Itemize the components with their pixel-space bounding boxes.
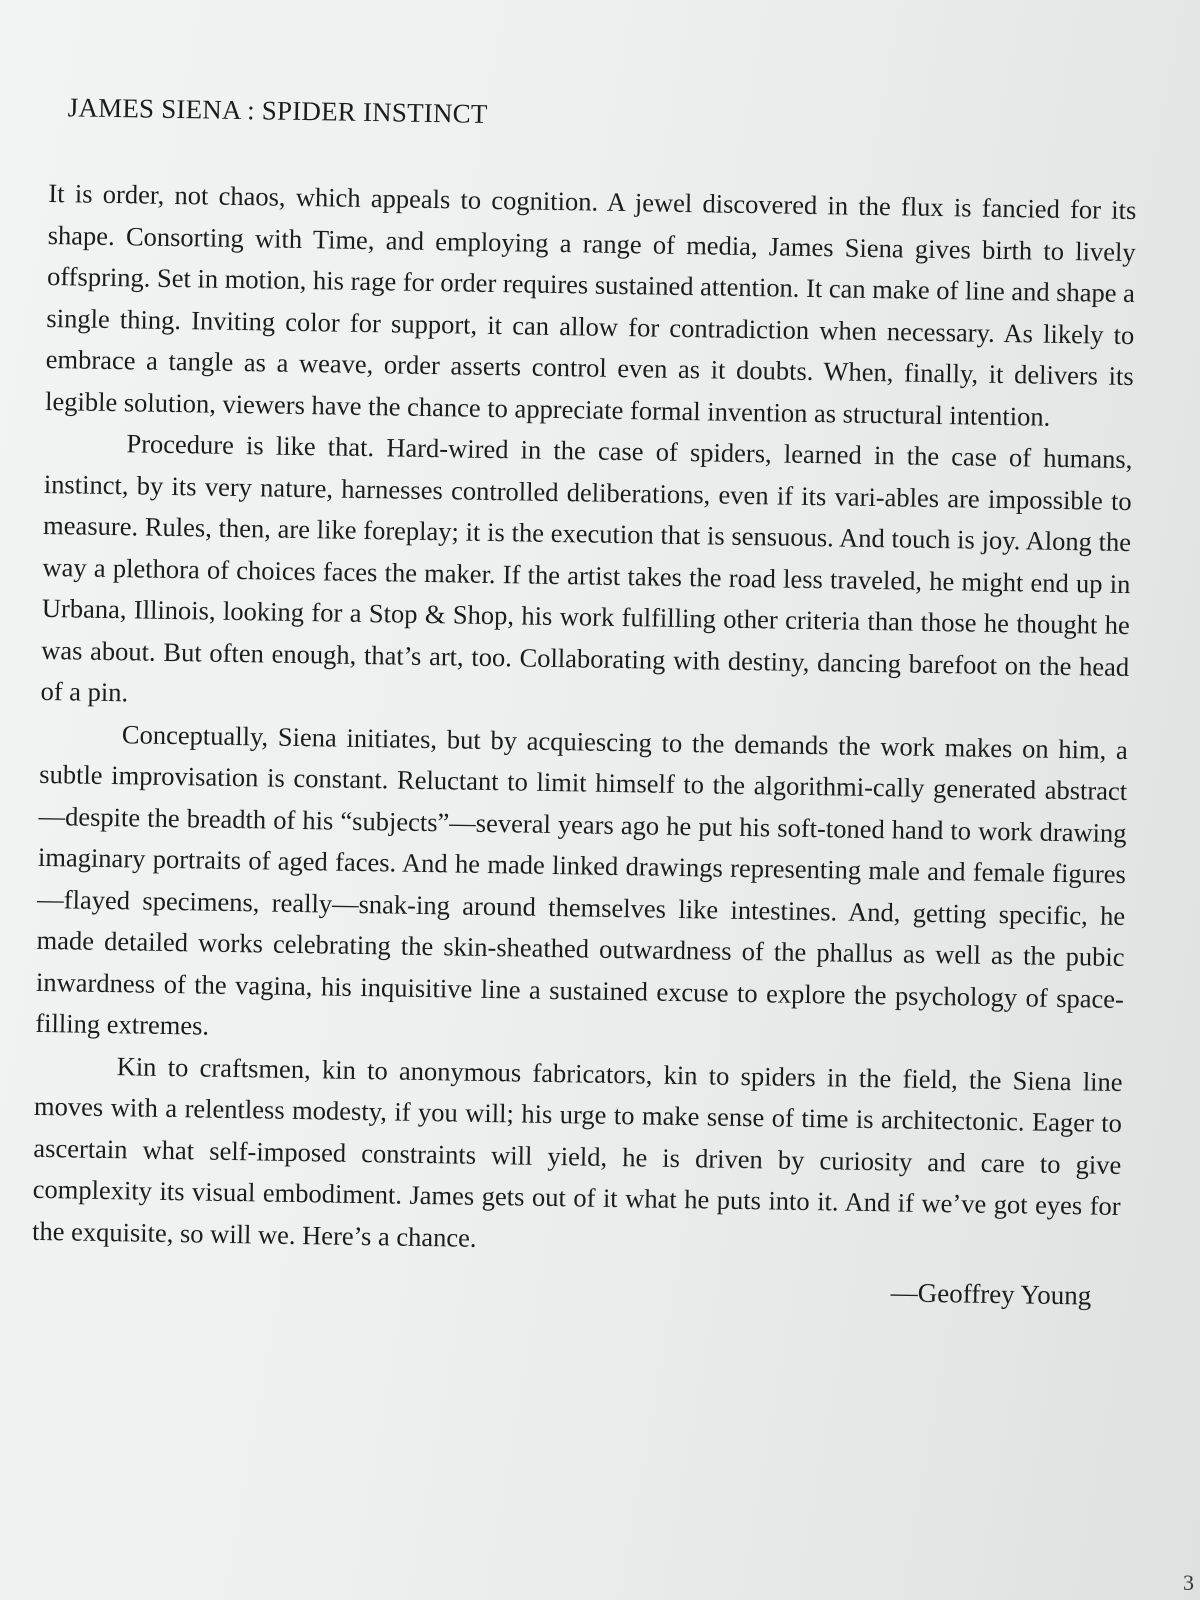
paragraph-4: Kin to craftsmen, kin to anonymous fabricators, kin to spiders in the field, the Siena line moves with a relentless modesty, if you will; his urge to make sense of time is architectonic. Eager to ascertain what self-imposed constraints will yield, he is driven by curiosity and care to give complexity its visual embodiment. James gets out of it what he puts into it. And if we’ve got eyes for the exquisite, so will we. Here’s a chance. <box>31 1050 1123 1253</box>
essay-title: JAMES SIENA : SPIDER INSTINCT <box>67 92 488 129</box>
page-number: 3 <box>1183 1570 1194 1595</box>
paragraph-1: It is order, not chaos, which appeals to cognition. A jewel discovered in the flux is fancied for its shape. Consorting with Time, and employing a range of media, James Siena gives birth to lively offspring. Set in motion, his rage for order requires sustained attention. It can make of line and shape a single thing. Inviting color for support, it can allow for contradiction when necessary. As likely to embrace a tangle as a weave, order asserts control even as it doubts. When, finally, it delivers its legible solution, viewers have the chance to appreciate formal invention as structural intention. <box>44 177 1137 432</box>
author-signature: —Geoffrey Young <box>890 1277 1092 1311</box>
paragraph-2: Procedure is like that. Hard-wired in the case of spiders, learned in the case of humans, instinct, by its very nature, harnesses controlled deliberations, even if its vari-ables are impossible to measure. Rules, then, are like foreplay; it is the execution that is sensuous. And touch is joy. Along the way a plethora of choices faces the maker. If the artist takes the road less traveled, he might end up in Urbana, Illinois, looking for a Stop & Shop, his work fulfilling other criteria than those he thought he was about. But often enough, that’s art, too. Collaborating with destiny, dancing barefoot on the head of a pin. <box>40 428 1133 708</box>
paragraph-3: Conceptually, Siena initiates, but by acquiescing to the demands the work makes on him, a subtle improvisation is constant. Reluctant to limit himself to the algorithmi-cally generated abstract—despite the breadth of his “subjects”—several years ago he put his soft-toned hand to work drawing imaginary portraits of aged faces. And he made linked drawings representing male and female figures—flayed specimens, really—snak-ing around themselves like intestines. And, getting specific, he made detailed works celebrating the skin-sheathed outwardness of the phallus as well as the pubic inwardness of the vagina, his inquisitive line a sustained excuse to explore the psychology of space-filling extremes. <box>35 718 1129 1041</box>
essay-body <box>31 92 1138 1312</box>
